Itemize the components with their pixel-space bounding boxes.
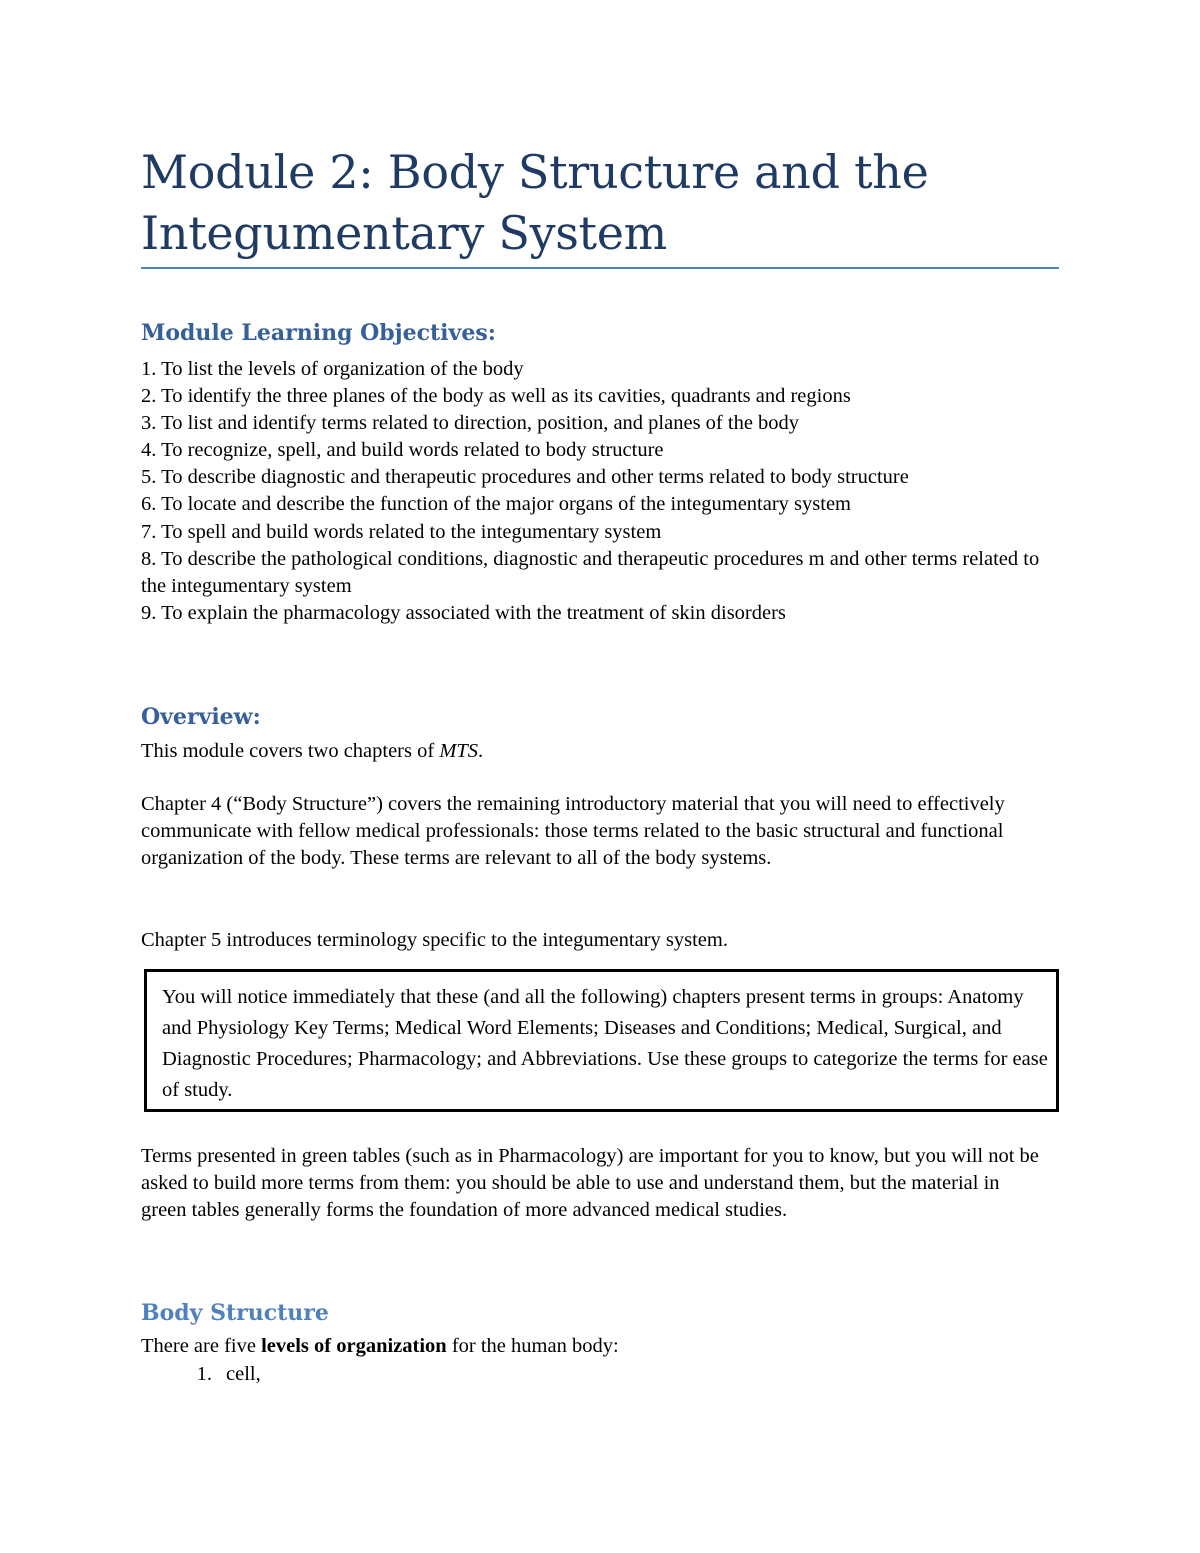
overview-heading: Overview: [141,704,261,730]
document-title-line-1: Module 2: Body Structure and the [141,145,929,199]
callout-text: You will notice immediately that these (and all the following) chapters present terms in groups: Anatomy and Physiology Key Terms; Medical Word Elements; Diseases and Conditions; Medical, Surgical, and Diagnostic Procedures; Pharmacology; and Abbreviations. Use these groups to categorize the terms for ease of study. [162,986,1048,1101]
document-title-line-2: Integumentary System [141,206,667,260]
overview-intro-period: . [478,740,484,762]
objectives-heading: Module Learning Objectives: [141,320,496,346]
green-tables-paragraph: Terms presented in green tables (such as in Pharmacology) are important for you to know, but you will not be asked to build more terms from them: you should be able to use and understand them, but the material in green tables generally forms the foundation of more advanced medical studies. [141,1145,1039,1222]
body-structure-heading: Body Structure [141,1300,329,1326]
levels-text-after: for the human body: [446,1335,619,1357]
objective-item: 1. To list the levels of organization of the body [141,358,524,380]
callout-box [144,969,1059,1112]
objective-item: 9. To explain the pharmacology associated with the treatment of skin disorders [141,601,786,624]
levels-paragraph [141,1333,1046,1360]
document-title [141,142,1059,264]
levels-list-number: 1. [196,1363,212,1385]
objective-item: 5. To describe diagnostic and therapeutic procedures and other terms related to body structure [141,466,909,489]
overview-intro-book-title: MTS [439,740,479,762]
objective-item: 6. To locate and describe the function of the major organs of the integumentary system [141,493,851,516]
levels-list-item [141,1361,261,1388]
objective-item: 7. To spell and build words related to the integumentary system [141,520,662,543]
objective-item: 3. To list and identify terms related to direction, position, and planes of the body [141,412,800,435]
objective-item: 2. To identify the three planes of the body as well as its cavities, quadrants and regions [141,385,851,408]
chapter4-paragraph: Chapter 4 (“Body Structure”) covers the remaining introductory material that you will need to effectively communicate with fellow medical professionals: those terms related to the basic structural and functional organization of the body. These terms are relevant to all of the body systems. [141,793,1005,870]
levels-text-before: There are five [141,1335,262,1357]
overview-intro-paragraph [141,738,1046,765]
levels-list-text: cell, [226,1363,261,1385]
overview-intro-text: This module covers two chapters of [141,740,440,762]
levels-bold-term: levels of organization [261,1335,447,1357]
levels-list [141,1361,261,1388]
title-underline-rule [141,267,1059,269]
objective-item: 8. To describe the pathological conditions, diagnostic and therapeutic procedures m and other terms related to the integumentary system [141,547,1040,597]
objective-item: 4. To recognize, spell, and build words related to body structure [141,439,664,462]
objectives-list [141,356,1059,627]
chapter5-paragraph: Chapter 5 introduces terminology specific to the integumentary system. [141,929,728,951]
